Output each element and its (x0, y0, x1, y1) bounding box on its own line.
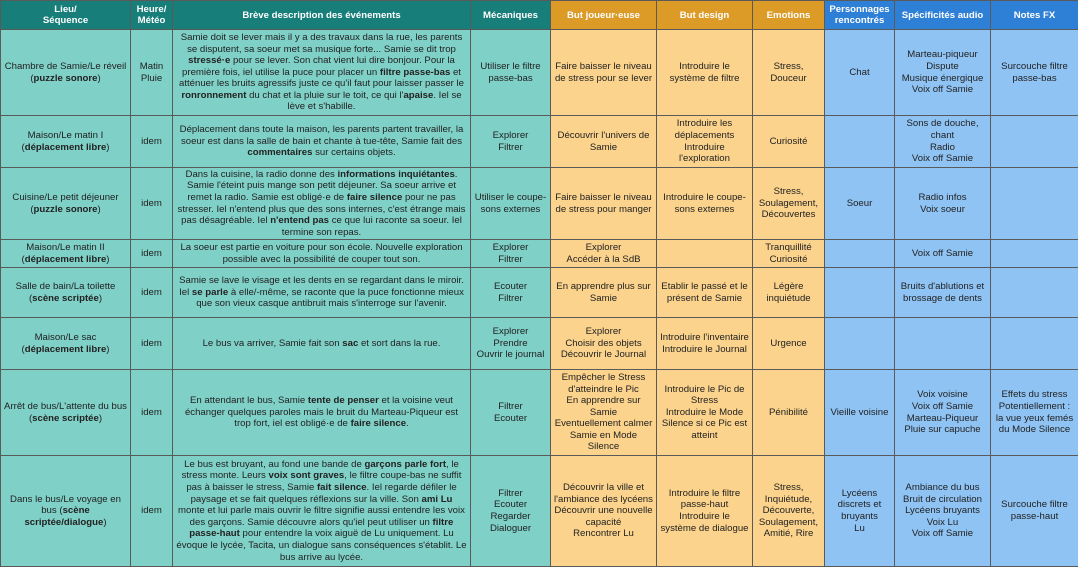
fx-cell (991, 370, 1078, 456)
cell-line: Introduire l'exploration (679, 141, 730, 165)
audio-cell (895, 268, 991, 318)
cell-line: Dialoguer (489, 522, 532, 534)
emotions-cell (753, 30, 825, 116)
cell-line: Introduire le système de dialogue (660, 511, 749, 534)
bold-text: scène scriptée/dialogue (24, 505, 104, 528)
emotions-cell (753, 456, 825, 567)
cell-line: En apprendre sur Samie (566, 395, 641, 418)
table-row (1, 116, 1078, 168)
but-joueur-cell (551, 116, 657, 168)
description-cell (173, 168, 471, 240)
cell-line: Soulagement, (758, 197, 819, 209)
cell-line: Voix off Samie (911, 84, 974, 96)
lieu-cell (1, 456, 131, 567)
cell-line: Lu (854, 522, 865, 534)
text: Dans la cuisine, la radio donne des (185, 168, 338, 180)
heure-cell (131, 116, 173, 168)
text: ) (98, 412, 103, 424)
description-cell (173, 268, 471, 318)
mecaniques-cell (471, 456, 551, 567)
cell-line: Soeur (846, 197, 873, 209)
text: Maison/Le sac ( (21, 331, 97, 355)
lieu-cell (1, 318, 131, 370)
cell-line: Eventuellement calmer Samie en Mode Silence (554, 418, 653, 453)
cell-line: idem (141, 505, 162, 517)
description-cell (173, 370, 471, 456)
bold-text: fait silence (316, 482, 367, 494)
audio-cell (895, 116, 991, 168)
text: . Iel regarde défiler le paysage et se fait quelques réflexions sur la ville. Son (190, 482, 457, 505)
text: à elle/-même, se raconte que la puce fonctionne mieux que son vieux casque antibruit mais s'interroge sur l'avenir. (196, 286, 464, 310)
fx-cell (991, 456, 1078, 567)
bold-text: commentaires (247, 147, 313, 159)
text: . Samie l'éteint puis mange son petit déjeuner. Sa soeur arrive et remet la radio. Samie est obligé·e de (186, 168, 458, 203)
cell-line: Explorer (585, 241, 622, 253)
header-mecaniques: Mécaniques (471, 1, 551, 30)
text: ) (97, 203, 101, 215)
text: , le filtre coupe-bas ne suffit pas à baisser le stress, Samie (186, 470, 462, 494)
cell-line: Stress, (773, 60, 804, 72)
header-row (1, 1, 1078, 30)
personnages-cell (825, 318, 895, 370)
heure-cell (131, 456, 173, 567)
but-joueur-cell (551, 318, 657, 370)
lieu-cell (1, 268, 131, 318)
bold-text: apaise (403, 89, 434, 101)
cell-line: Ecouter (493, 280, 528, 292)
header-lieu: Lieu/ Séquence (1, 1, 131, 30)
but-joueur-cell (551, 370, 657, 456)
cell-line: Inquiétude, (764, 493, 813, 505)
cell-line: Prendre (493, 337, 528, 349)
cell-line: Marteau-piqueur (907, 49, 978, 61)
text: ) (106, 253, 110, 265)
but-joueur-cell (551, 240, 657, 268)
heure-cell (131, 240, 173, 268)
cell-line: Lycéens bruyants (905, 505, 980, 517)
mecaniques-cell (471, 370, 551, 456)
audio-cell (895, 318, 991, 370)
cell-line: Explorer (492, 129, 529, 141)
fx-cell (991, 30, 1078, 116)
cell-line: idem (141, 406, 162, 418)
personnages-cell (825, 268, 895, 318)
bold-text: scène scriptée (32, 412, 99, 424)
emotions-cell (753, 240, 825, 268)
lieu-cell (1, 30, 131, 116)
cell-line: Voix Lu (926, 516, 959, 528)
cell-line: Vieille voisine (830, 406, 889, 418)
cell-line: Filtrer (498, 253, 523, 265)
text: pour entendre la voix aiguë de Lu uniquement. Lu évoque le lycée, Tacita, un dialogue sans conséquences s'établit. Le bus arrive au lycée. (176, 528, 467, 563)
text: . Iel se lève et s'habille. (287, 89, 462, 113)
bold-text: ronronnement (181, 89, 247, 101)
table-row (1, 168, 1078, 240)
cell-line: Marteau-Piqueur (906, 412, 979, 424)
mecaniques-cell (471, 240, 551, 268)
cell-line: Surcouche filtre passe-bas (1001, 60, 1068, 84)
cell-line: Amitié, Rire (763, 528, 814, 540)
bold-text: tente de penser (307, 395, 379, 407)
text: du chat et la pluie sur le toit, ce qui l' (246, 89, 404, 101)
heure-cell (131, 168, 173, 240)
but-joueur-cell (551, 168, 657, 240)
cell-line: Introduire l'inventaire (660, 331, 749, 343)
mecaniques-cell (471, 318, 551, 370)
cell-line: Introduire le Pic de Stress (664, 383, 745, 407)
audio-cell (895, 30, 991, 116)
bold-text: n'entend pas (270, 215, 330, 227)
cell-line: Explorer (492, 241, 529, 253)
bold-text: filtre passe-haut (189, 516, 454, 540)
cell-line: Sons de douche, chant (906, 118, 979, 141)
fx-cell (991, 168, 1078, 240)
cell-line: Chat (849, 66, 870, 78)
table-row (1, 370, 1078, 456)
cell-line: Voix off Samie (911, 153, 974, 165)
personnages-cell (825, 456, 895, 567)
table-row (1, 240, 1078, 268)
cell-line: Découvrir la ville et l'ambiance des lycéens (554, 482, 653, 505)
but-joueur-cell (551, 268, 657, 318)
description-cell (173, 318, 471, 370)
text: Samie se lave le visage et les dents en se regardant dans le miroir. Iel (179, 275, 464, 298)
text: . (406, 418, 409, 430)
lieu-cell (1, 168, 131, 240)
mecaniques-cell (471, 116, 551, 168)
cell-line: Choisir des objets (565, 337, 642, 349)
text: Maison/Le matin II ( (21, 241, 105, 265)
cell-line: Voix off Samie (911, 400, 974, 412)
personnages-cell (825, 240, 895, 268)
cell-line: Introduire le Mode Silence si ce Pic est atteint (661, 406, 748, 441)
cell-line: Pluie (140, 72, 163, 84)
text: Dans le bus/Le voyage en bus ( (10, 493, 121, 517)
text: Arrêt de bus/L'attente du bus ( (4, 400, 127, 424)
text: Le bus va arriver, Samie fait son (202, 337, 343, 349)
cell-line: Introduire le filtre passe-haut (668, 487, 741, 511)
cell-line: Curiosité (769, 253, 808, 265)
table-row (1, 30, 1078, 116)
cell-line: Voix soeur (920, 203, 965, 215)
cell-line: Pénibilité (769, 406, 808, 418)
cell-line: Utiliser le coupe-sons externes (474, 191, 547, 215)
text: Le bus est bruyant, au fond une bande de (184, 458, 365, 470)
cell-line: Bruits d'ablutions et brossage de dents (900, 280, 985, 304)
text: , le stress monte. Leurs (181, 458, 459, 482)
table-row (1, 456, 1078, 567)
cell-line: Stress, (773, 482, 804, 494)
cell-line: idem (141, 247, 162, 259)
text: ce que lui raconte sa soeur. Iel termine son repas. (281, 215, 462, 238)
cell-line: Faire baisser le niveau de stress pour se lever (554, 60, 653, 84)
audio-cell (895, 168, 991, 240)
cell-line: Bruit de circulation (903, 493, 982, 505)
bold-text: sac (342, 337, 359, 349)
header-emotions: Emotions (753, 1, 825, 30)
bold-text: stressé·e (188, 55, 231, 67)
heure-cell (131, 268, 173, 318)
emotions-cell (753, 168, 825, 240)
bold-text: puzzle sonore (33, 203, 98, 215)
text: La soeur est partie en voiture pour son école. Nouvelle exploration possible avec la possibilité de couper tout son. (180, 241, 463, 265)
text: Cuisine/Le petit déjeuner ( (12, 191, 119, 215)
header-personnages: Personnages rencontrés (825, 1, 895, 30)
audio-cell (895, 370, 991, 456)
bold-text: scène scriptée (32, 292, 99, 304)
cell-line: Accéder à la SdB (566, 253, 641, 265)
text: et sort dans la rue. (358, 337, 441, 349)
cell-line: Tranquillité (765, 241, 812, 253)
cell-line: Découvrir le Journal (560, 349, 647, 361)
cell-line: Explorer (585, 326, 622, 338)
text: ) (98, 292, 103, 304)
cell-line: Pluie sur capuche (904, 424, 981, 436)
fx-cell (991, 240, 1078, 268)
heure-cell (131, 370, 173, 456)
mecaniques-cell (471, 268, 551, 318)
bold-text: déplacement libre (24, 141, 107, 153)
description-cell (173, 456, 471, 567)
header-but-joueur: But joueur·euse (551, 1, 657, 30)
description-cell (173, 240, 471, 268)
cell-line: Radio (929, 141, 956, 153)
lieu-cell (1, 240, 131, 268)
text: pour se lever. Son chat vient lui dire bonjour. Pour la première fois, iel utilise la puce pour placer un (182, 55, 455, 78)
cell-line: Urgence (770, 337, 807, 349)
bold-text: se parle (191, 286, 229, 298)
bold-text: voix sont graves (268, 470, 345, 482)
cell-line: Introduire le système de filtre (669, 60, 740, 84)
cell-line: Voix off Samie (911, 247, 974, 259)
emotions-cell (753, 370, 825, 456)
cell-line: idem (141, 286, 162, 298)
cell-line: Utiliser le filtre passe-bas (480, 60, 541, 84)
but-design-cell (657, 30, 753, 116)
cell-line: En apprendre plus sur Samie (556, 280, 651, 304)
text: Maison/Le matin I ( (21, 129, 104, 153)
text: Samie doit se lever mais il y a des travaux dans la rue, les parents se disputent, sa soeur met sa musique forte... Samie se dit trop (180, 31, 463, 55)
cell-line: Faire baisser le niveau de stress pour manger (555, 191, 652, 215)
heure-cell (131, 30, 173, 116)
text: monte et lui parle mais ouvrir le filtre signifie aussi entendre les voix des garçons. Samie découvre alors qu'iel peut utiliser un (178, 505, 465, 528)
bold-text: déplacement libre (24, 253, 107, 265)
cell-line: Explorer (492, 326, 529, 338)
text: Chambre de Samie/Le réveil ( (4, 60, 127, 84)
fx-cell (991, 116, 1078, 168)
text: Salle de bain/La toilette ( (15, 280, 116, 304)
cell-line: Douceur (770, 72, 807, 84)
cell-line: Rencontrer Lu (573, 528, 634, 540)
header-description: Brève description des événements (173, 1, 471, 30)
bold-text: informations inquiétantes (337, 168, 455, 180)
description-cell (173, 30, 471, 116)
cell-line: Légère inquiétude (766, 280, 811, 304)
header-audio: Spécificités audio (895, 1, 991, 30)
personnages-cell (825, 30, 895, 116)
cell-line: Découvrir l'univers de Samie (557, 129, 650, 153)
lieu-cell (1, 370, 131, 456)
cell-line: Filtrer (498, 400, 523, 412)
cell-line: Découverte, (762, 505, 815, 517)
cell-line: Filtrer (498, 141, 523, 153)
table-row (1, 268, 1078, 318)
cell-line: idem (141, 135, 162, 147)
header-fx: Notes FX (991, 1, 1078, 30)
mecaniques-cell (471, 30, 551, 116)
cell-line: Radio infos (918, 191, 967, 203)
cell-line: Découvrir une nouvelle capacité (554, 505, 653, 528)
cell-line: Soulagement, (758, 516, 819, 528)
cell-line: Introduire le coupe-sons externes (663, 191, 746, 215)
bold-text: faire silence (346, 191, 403, 203)
cell-line: Surcouche filtre passe-haut (1001, 499, 1068, 522)
cell-line: Introduire les déplacements (674, 118, 735, 141)
description-cell (173, 116, 471, 168)
but-design-cell (657, 456, 753, 567)
text: et atténuer les bruits agressifs juste ce qu'il faut pour laisser passer le (179, 66, 464, 90)
bold-text: déplacement libre (24, 343, 107, 355)
bold-text: faire silence (350, 418, 407, 430)
cell-line: Empêcher le Stress d'atteindre le Pic (561, 371, 646, 395)
header-but-design: But design (657, 1, 753, 30)
but-design-cell (657, 116, 753, 168)
cell-line: Curiosité (769, 135, 808, 147)
fx-cell (991, 268, 1078, 318)
personnages-cell (825, 116, 895, 168)
cell-line: Stress, (773, 186, 804, 198)
cell-line: Etablir le passé et le présent de Samie (661, 280, 748, 304)
cell-line: idem (141, 197, 162, 209)
text: ) (103, 516, 107, 528)
header-heure: Heure/ Météo (131, 1, 173, 30)
audio-cell (895, 456, 991, 567)
emotions-cell (753, 318, 825, 370)
text: En attendant le bus, Samie (190, 395, 308, 407)
lieu-cell (1, 116, 131, 168)
bold-text: ami Lu (421, 493, 453, 505)
bold-text: puzzle sonore (33, 72, 98, 84)
but-design-cell (657, 370, 753, 456)
text: Déplacement dans toute la maison, les parents partent travailler, la soeur est dans la salle de bain et chante à tue-tête, Samie fait des (179, 124, 464, 147)
emotions-cell (753, 116, 825, 168)
but-design-cell (657, 168, 753, 240)
cell-line: Filtrer (498, 292, 523, 304)
cell-line: Regarder (490, 511, 531, 522)
cell-line: Voix voisine (917, 389, 968, 401)
but-design-cell (657, 318, 753, 370)
cell-line: Ecouter (493, 499, 528, 511)
mecaniques-cell (471, 168, 551, 240)
cell-line: Découvertes (761, 209, 816, 221)
cell-line: Filtrer (498, 487, 523, 499)
personnages-cell (825, 370, 895, 456)
but-design-cell (657, 240, 753, 268)
bold-text: filtre passe-bas (379, 66, 451, 78)
heure-cell (131, 318, 173, 370)
table-body (1, 30, 1078, 567)
cell-line: Voix off Samie (911, 528, 974, 540)
cell-line: Effets du stress Potentiellement : la vue yeux femés du Mode Silence (995, 389, 1074, 436)
text: ) (106, 141, 110, 153)
cell-line: Musique énergique (901, 72, 984, 84)
cell-line: Ouvrir le journal (476, 349, 545, 361)
cell-line: Lycéens discrets et bruyants (837, 487, 882, 522)
personnages-cell (825, 168, 895, 240)
but-joueur-cell (551, 456, 657, 567)
cell-line: Introduire le Journal (662, 343, 747, 355)
cell-line: Ecouter (493, 412, 528, 424)
but-design-cell (657, 268, 753, 318)
fx-cell (991, 318, 1078, 370)
text: sur certains objets. (312, 147, 396, 159)
text: et la voisine veut échanger quelques paroles mais le bruit du Marteau-Piqueur est trop fort, iel est obligé·e de (184, 395, 459, 430)
cell-line: Ambiance du bus (905, 482, 980, 494)
cell-line: Dispute (926, 60, 959, 72)
but-joueur-cell (551, 30, 657, 116)
text: ) (97, 72, 101, 84)
text: pour ne pas stresser. Iel n'entend plus que des sons internes, c'est étrange mais pas désagréable. Iel (177, 191, 466, 227)
text: ) (106, 343, 110, 355)
audio-cell (895, 240, 991, 268)
cell-line: Matin (139, 60, 164, 72)
cell-line: idem (141, 337, 162, 349)
table-row (1, 318, 1078, 370)
emotions-cell (753, 268, 825, 318)
bold-text: garçons parle fort (364, 458, 447, 470)
